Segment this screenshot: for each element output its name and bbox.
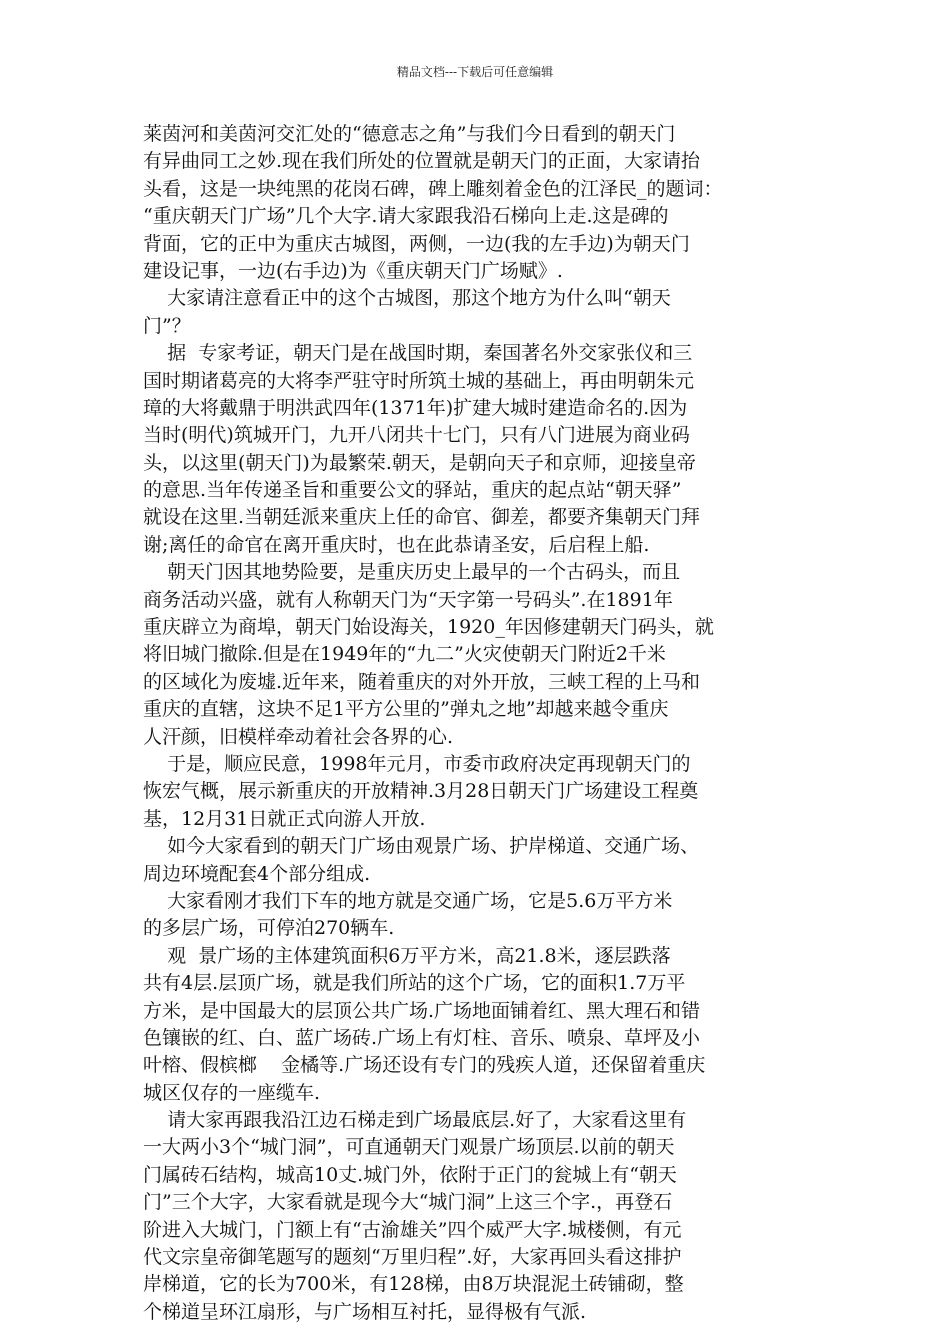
text-line: 观 景广场的主体建筑面积6万平方米，高21.8米，逐层跌落 — [143, 944, 671, 967]
text-line: 头看，这是一块纯黑的花岗石碑，碑上雕刻着金色的江泽民_的题词： — [143, 177, 723, 200]
text-line: 国时期诸葛亮的大将李严驻守时所筑土城的基础上，再由明朝朱元 — [143, 369, 695, 392]
text-line: 将旧城门撤除.但是在1949年的“九二”火灾使朝天门附近2千米 — [143, 643, 666, 666]
text-line: 叶榕、假槟榔 金橘等.广场还设有专门的残疾人道，还保留着重庆 — [143, 1054, 706, 1077]
text-line: 莱茵河和美茵河交汇处的“德意志之角”与我们今日看到的朝天门 — [143, 123, 676, 145]
text-line: 大家请注意看正中的这个古城图，那这个地方为什么叫“朝天 — [143, 287, 671, 310]
text-line: 阶进入大城门，门额上有“古渝雄关”四个威严大字.城楼侧，有元 — [143, 1218, 682, 1241]
text-line: 代文宗皇帝御笔题写的题刻“万里归程”.好，大家再回头看这排护 — [143, 1246, 682, 1269]
text-line: 恢宏气概，展示新重庆的开放精神.3月28日朝天门广场建设工程奠 — [143, 780, 699, 803]
text-line: 重庆辟立为商埠，朝天门始设海关，1920_年因修建朝天门码头，就 — [143, 616, 714, 639]
text-line: 朝天门因其地势险要，是重庆历史上最早的一个古码头，而且 — [143, 561, 681, 584]
text-line: 就设在这里.当朝廷派来重庆上任的命官、御差，都要齐集朝天门拜 — [143, 506, 701, 529]
text-line: 谢;离任的命官在离开重庆时，也在此恭请圣安，后启程上船. — [143, 533, 650, 556]
text-line: 基，12月31日就正式向游人开放. — [143, 807, 426, 830]
text-line: 背面，它的正中为重庆古城图，两侧，一边(我的左手边)为朝天门 — [143, 232, 690, 255]
text-line: 一大两小3个“城门洞”，可直通朝天门观景广场顶层.以前的朝天 — [143, 1136, 675, 1159]
text-line: 大家看刚才我们下车的地方就是交通广场，它是5.6万平方米 — [143, 889, 673, 912]
text-line: 门”三个大字，大家看就是现今大“城门洞”上这三个字.，再登石 — [143, 1191, 673, 1214]
text-line: “重庆朝天门广场”几个大字.请大家跟我沿石梯向上走.这是碑的 — [143, 205, 669, 228]
text-line: 璋的大将戴鼎于明洪武四年(1371年)扩建大城时建造命名的.因为 — [143, 396, 688, 419]
text-line: 商务活动兴盛，就有人称朝天门为“天字第一号码头”.在1891年 — [143, 588, 673, 611]
text-line: 据 专家考证，朝天门是在战国时期，秦国著名外交家张仪和三 — [143, 342, 693, 365]
text-line: 建设记事，一边(右手边)为《重庆朝天门广场赋》. — [143, 259, 563, 282]
text-line: 岸梯道，它的长为700米，有128梯，由8万块混泥土砖铺砌，整 — [143, 1273, 684, 1296]
text-line: 色镶嵌的红、白、蓝广场砖.广场上有灯柱、音乐、喷泉、草坪及小 — [143, 1026, 701, 1049]
text-line: 当时(明代)筑城开门，九开八闭共十七门，只有八门进展为商业码 — [143, 424, 690, 447]
text-line: 方米，是中国最大的层顶公共广场.广场地面铺着红、黑大理石和错 — [143, 999, 701, 1022]
text-line: 共有4层.层顶广场，就是我们所站的这个广场，它的面积1.7万平 — [143, 972, 686, 995]
text-line: 人汗颜，旧模样牵动着社会各界的心. — [143, 725, 454, 748]
text-line: 城区仅存的一座缆车. — [143, 1081, 321, 1104]
text-line: 周边环境配套4个部分组成. — [143, 862, 371, 885]
text-line: 重庆的直辖，这块不足1平方公里的”弹丸之地”却越来越令重庆 — [143, 698, 669, 721]
body-text — [143, 121, 819, 1326]
text-line: 个梯道呈环江扇形，与广场相互衬托，显得极有气派. — [143, 1300, 587, 1323]
text-line: 门”？ — [143, 314, 191, 337]
text-line: 门属砖石结构，城高10丈.城门外，依附于正门的瓮城上有“朝天 — [143, 1163, 677, 1186]
text-line: 请大家再跟我沿江边石梯走到广场最底层.好了，大家看这里有 — [143, 1109, 687, 1132]
text-line: 有异曲同工之妙.现在我们所处的位置就是朝天门的正面，大家请抬 — [143, 150, 701, 173]
text-line: 的意思.当年传递圣旨和重要公文的驿站，重庆的起点站“朝天驿” — [143, 479, 682, 502]
text-line: 头，以这里(朝天门)为最繁荣.朝天，是朝向天子和京师，迎接皇帝 — [143, 451, 696, 474]
text-line: 如今大家看到的朝天门广场由观景广场、护岸梯道、交通广场、 — [143, 835, 700, 858]
text-line: 于是，顺应民意，1998年元月，市委市政府决定再现朝天门的 — [143, 752, 691, 775]
text-line: 的多层广场，可停泊270辆车. — [143, 917, 395, 940]
text-line: 的区域化为废墟.近年来，随着重庆的对外开放，三峡工程的上马和 — [143, 670, 701, 693]
page-header: 精品文档---下载后可任意编辑 — [396, 65, 554, 79]
